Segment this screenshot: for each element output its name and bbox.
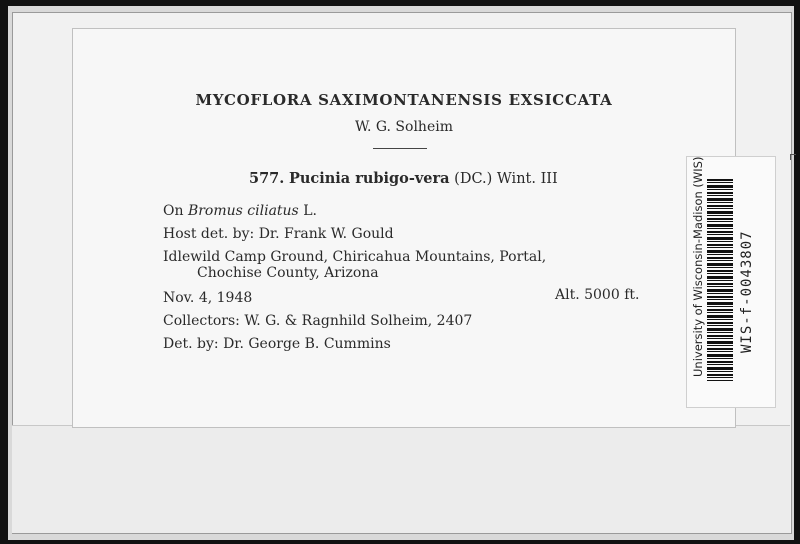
host-line <box>163 203 317 219</box>
host-name: Bromus ciliatus <box>187 203 299 219</box>
divider-rule <box>373 148 427 149</box>
specimen-label <box>72 28 736 428</box>
altitude: Alt. 5000 ft. <box>555 287 640 303</box>
determiner: Det. by: Dr. George B. Cummins <box>163 336 391 352</box>
locality-line-2: Chochise County, Arizona <box>197 265 379 281</box>
collection-date: Nov. 4, 1948 <box>163 290 253 306</box>
barcode-number: WIS-f-0043807 <box>739 230 755 353</box>
species-name: Pucinia rubigo-vera <box>288 170 450 187</box>
locality-line-1: Idlewild Camp Ground, Chiricahua Mountains, Portal, <box>163 249 547 265</box>
envelope-flap <box>12 425 790 533</box>
host-determiner: Host det. by: Dr. Frank W. Gould <box>163 226 394 242</box>
host-prefix: On <box>163 203 184 219</box>
collection-title: MYCOFLORA SAXIMONTANENSIS EXSICCATA <box>195 91 613 109</box>
collection-author: W. G. Solheim <box>355 119 453 135</box>
corner-mark <box>790 154 796 160</box>
barcode-card <box>686 156 776 408</box>
collectors: Collectors: W. G. & Ragnhild Solheim, 2407 <box>163 313 473 329</box>
barcode-bars <box>707 179 733 381</box>
institution-text: University of Wisconsin-Madison (WIS) <box>691 156 705 377</box>
specimen-number: 577. <box>249 170 285 187</box>
species-authority: (DC.) Wint. III <box>454 171 558 187</box>
species-line <box>249 170 558 187</box>
host-authority: L. <box>303 203 317 219</box>
